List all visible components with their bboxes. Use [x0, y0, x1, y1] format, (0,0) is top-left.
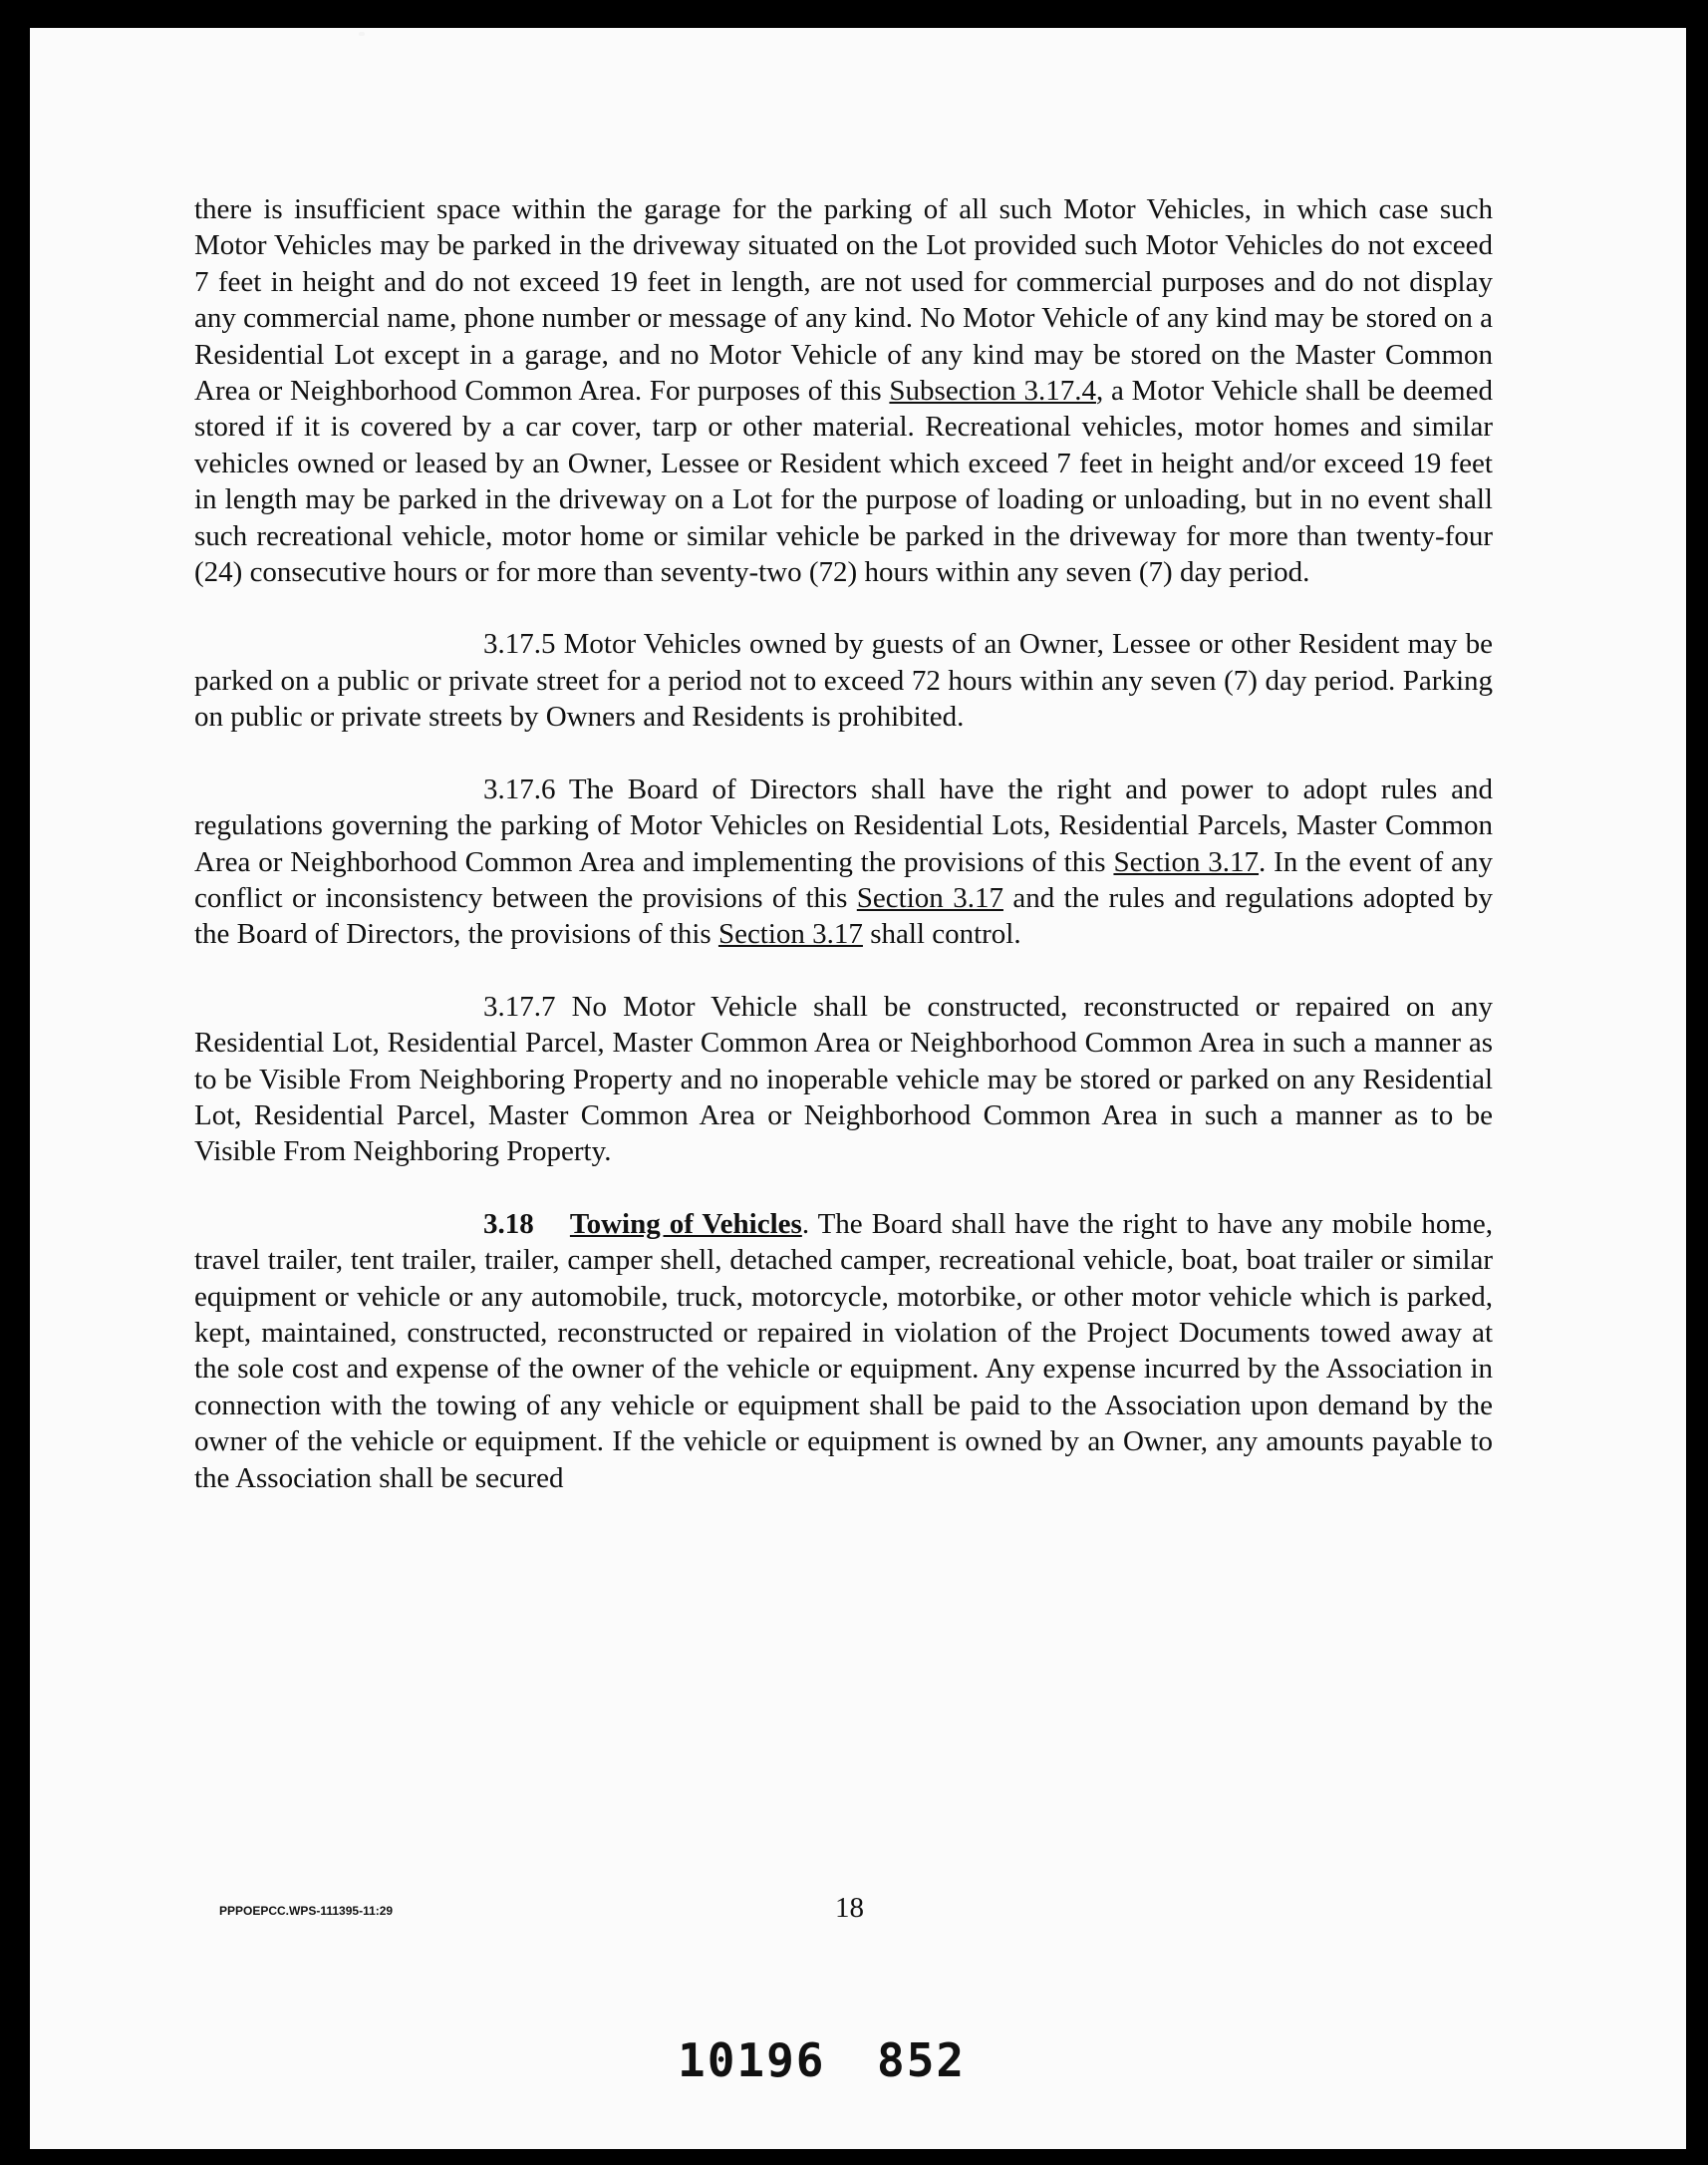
page-number: 18	[835, 1892, 864, 1924]
paragraph-3-17-7: 3.17.7 No Motor Vehicle shall be constructed, reconstructed or repaired on any Residential Lot, Residential Parcel, Master Common Area or Neighborhood Common Area in such a manner as to be Visible From Neighboring Property and no inoperable vehicle may be stored or parked on any Residential Lot, Residential Parcel, Master Common Area or Neighborhood Common Area in such a manner as to be Visible From Neighboring Property.	[194, 990, 1493, 1168]
paragraph-3-17-6: 3.17.6 The Board of Directors shall have the right and power to adopt rules and regulations governing the parking of Motor Vehicles on Residential Lots, Residential Parcels, Master Common Area or Neighborhood Common Area and implementing the provisions of this Section 3.17. In the event of any conflict or inconsistency between the provisions of this Section 3.17 and the rules and regulations adopted by the Board of Directors, the provisions of this Section 3.17 shall control.	[194, 773, 1494, 951]
recording-book-number: 10196	[678, 2033, 826, 2087]
document-code: PPPOEPCC.WPS-111395-11:29	[219, 1904, 394, 1918]
section-reference: Section 3.17	[1113, 845, 1260, 878]
paragraph-parking-continued: there is insufficient space within the garage for the parking of all such Motor Vehicles, in which case such Motor Vehicles may be parked in the driveway situated on the Lot provided such Motor Vehicles do not exceed 7 feet in height and do not exceed 19 feet in length, are not used for commercial purposes and do not display any commercial name, phone number or message of any kind. No Motor Vehicle of any kind may be stored on a Residential Lot except in a garage, and no Motor Vehicle of any kind may be stored on the Master Common Area or Neighborhood Common Area. For purposes of this Subsection 3.17.4, a Motor Vehicle shall be deemed stored if it is covered by a car cover, tarp or other material. Recreational vehicles, motor homes and similar vehicles owned or leased by an Owner, Lessee or Resident which exceed 7 feet in height and/or exceed 19 feet in length may be parked in the driveway on a Lot for the purpose of loading or unloading, but in no event shall such recreational vehicle, motor home or similar vehicle be parked in the driveway for more than twenty-four (24) consecutive hours or for more than seventy-two (72) hours within any seven (7) day period.	[194, 193, 1493, 589]
paragraph-3-17-5: 3.17.5 Motor Vehicles owned by guests of an Owner, Lessee or other Resident may be parked on a public or private street for a period not to exceed 72 hours within any seven (7) day period. Parking on public or private streets by Owners and Residents is prohibited.	[194, 628, 1493, 734]
paragraph-3-18: 3.18 Towing of Vehicles. The Board shall have the right to have any mobile home, travel trailer, tent trailer, trailer, camper shell, detached camper, recreational vehicle, boat, boat trailer or similar equipment or vehicle or any automobile, truck, motorcycle, motorbike, or other motor vehicle which is parked, kept, maintained, constructed, reconstructed or repaired in violation of the Project Documents towed away at the sole cost and expense of the owner of the vehicle or equipment. Any expense incurred by the Association in connection with the towing of any vehicle or equipment shall be paid to the Association upon demand by the owner of the vehicle or equipment. If the vehicle or equipment is owned by an Owner, any amounts payable to the Association shall be secured	[194, 1207, 1493, 1494]
section-reference: Section 3.17	[856, 881, 1003, 914]
section-heading: Towing of Vehicles	[569, 1207, 802, 1240]
subsection-reference: Subsection 3.17.4	[889, 375, 1096, 408]
section-reference: Section 3.17	[717, 918, 863, 951]
document-body	[194, 191, 1493, 1496]
section-number: 3.18	[483, 1207, 534, 1240]
recording-page-number: 852	[877, 2033, 967, 2087]
